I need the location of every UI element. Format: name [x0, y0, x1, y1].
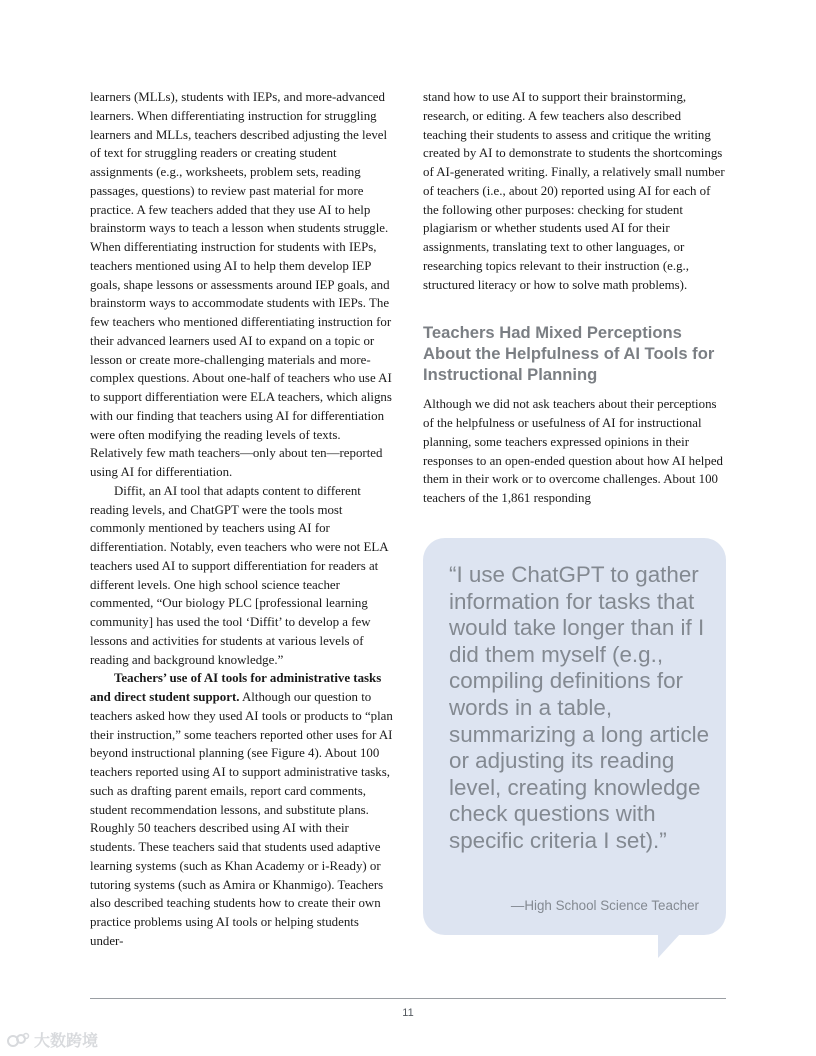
- body-paragraph: Although we did not ask teachers about their perceptions of the helpfulness or usefulness of AI for instructional planning, some teachers expressed opinions in their responses to an open-ended question about how AI helped them in their work or to overcome challenges. About 100 teachers of the 1,861 responding: [423, 397, 723, 505]
- watermark-text: 大数跨境: [34, 1031, 99, 1050]
- body-paragraph: [90, 669, 394, 950]
- watermark-logo-icon: [6, 1031, 30, 1049]
- watermark: [6, 1028, 98, 1051]
- pull-quote-attribution: —High School Science Teacher: [510, 898, 699, 913]
- speech-bubble-tail: [658, 934, 680, 958]
- body-paragraph: learners (MLLs), students with IEPs, and more-advanced learners. When differentiating instruction for struggling learners and MLLs, teachers described adjusting the level of text for struggling readers or creating student assignments (e.g., worksheets, problem sets, reading passages, questions) to review past material for more practice. A few teachers added that they use AI to help brainstorm ways to teach a lesson when students struggle. When differentiating instruction for students with IEPs, teachers mentioned using AI to help them develop IEP goals, shape lessons or assessments around IEP goals, and brainstorm ways to accommodate students with IEPs. The few teachers who mentioned differentiating instruction for their advanced learners used AI to expand on a topic or lesson or create more-challenging materials and more-complex questions. About one-half of teachers who use AI to support differentiation were ELA teachers, which aligns with our finding that teachers using AI for differentiation were often modifying the reading levels of texts. Relatively few math teachers—only about ten—reported using AI for differentiation.: [90, 90, 392, 479]
- body-paragraph: stand how to use AI to support their brainstorming, research, or editing. A few teachers also described teaching their students to assess and critique the writing created by AI to demonstrate to students the shortcomings of AI-generated writing. Finally, a relatively small number of teachers (i.e., about 20) reported using AI for each of the following other purposes: checking for student plagiarism or whether students used AI for their assignments, translating text to other languages, or researching topics relevant to their instruction (e.g., structured literacy or how to solve math problems).: [423, 90, 725, 292]
- paragraph-text: Although our question to teachers asked how they used AI tools or products to “plan their instruction,” some teachers reported other uses for AI beyond instructional planning (see Figure 4). About 100 teachers reported using AI to support administrative tasks, such as drafting parent emails, report card comments, student recommendation lessons, and substitute plans. Roughly 50 teachers described using AI with their students. These teachers said that students used adaptive learning systems (such as Khan Academy or i-Ready) or tutoring systems (such as Amira or Khanmigo). Teachers also described teaching students how to create their own practice problems using AI tools or helping students under-: [90, 690, 393, 948]
- left-column: [90, 88, 394, 951]
- page-number: 11: [402, 1007, 414, 1019]
- footer-divider: [90, 998, 726, 999]
- paragraph-lead-in: Teachers’ use of AI tools for administrative tasks and direct student support.: [90, 671, 382, 704]
- section-heading: Teachers Had Mixed Perceptions About the Helpfulness of AI Tools for Instructional Planning: [423, 323, 715, 385]
- right-column: [423, 88, 727, 508]
- body-paragraph: Diffit, an AI tool that adapts content to different reading levels, and ChatGPT were the tools most commonly mentioned by teachers using AI for differentiation. Notably, even teachers who were not ELA teachers used AI to support differentiation for readers at different levels. One high school science teacher commented, “Our biology PLC [professional learning community] has used the tool ‘Diffit’ to develop a few lessons and activities for students at various levels of reading and background knowledge.”: [90, 483, 388, 667]
- pull-quote-text: “I use ChatGPT to gather information for tasks that would take longer than if I did them myself (e.g., compiling definitions for words in a table, summarizing a long article or adjusting its reading level, creating knowledge check questions with specific criteria I set).”: [449, 562, 710, 853]
